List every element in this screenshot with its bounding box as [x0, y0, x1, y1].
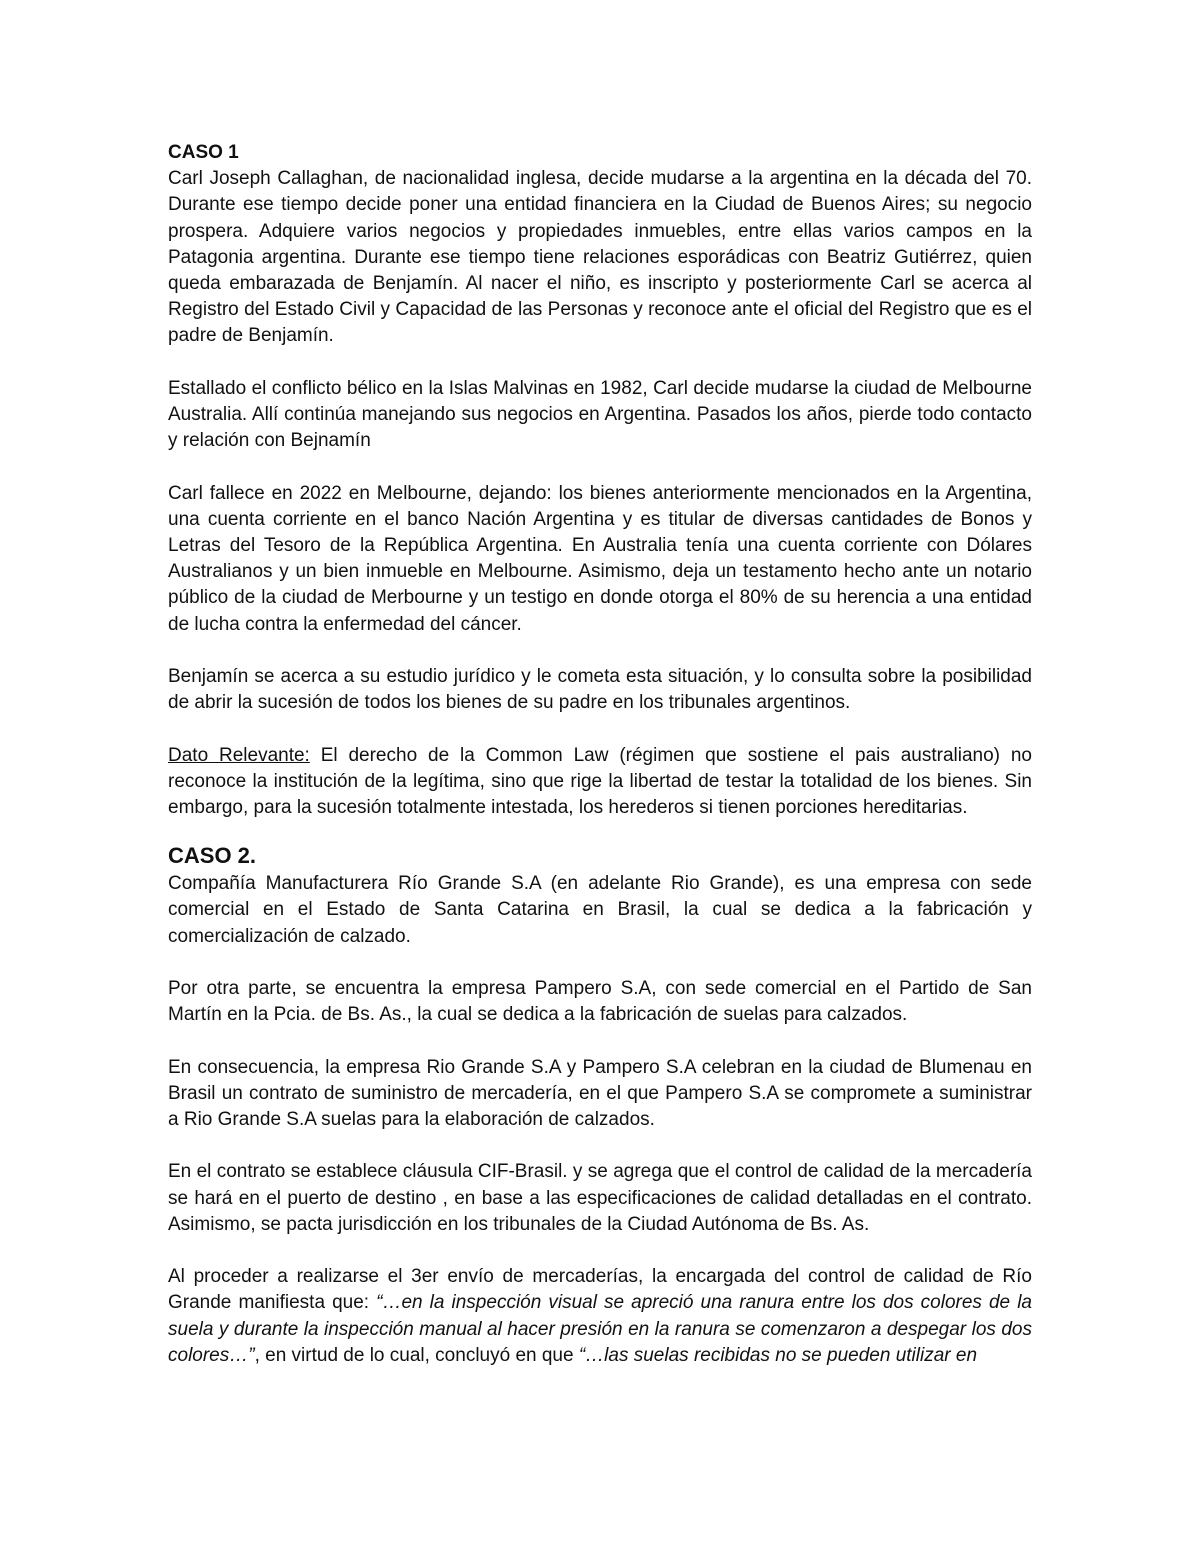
- caso1-paragraph-2: Estallado el conflicto bélico en la Islas Malvinas en 1982, Carl decide mudarse la ciudad de Melbourne Australia. Allí continúa manejando sus negocios en Argentina. Pasados los años, pierde todo contacto y relación con Bejnamín: [168, 377, 1032, 452]
- caso2-p5-quote-1: “…en la inspección visual se apreció una ranura entre los dos colores de la suela y durante la inspección manual al hacer presión en la ranura se comenzaron a despegar los dos colores…”: [168, 1292, 1032, 1366]
- caso2-paragraph-3: En consecuencia, la empresa Rio Grande S.A y Pampero S.A celebran en la ciudad de Blumenau en Brasil un contrato de suministro de mercadería, en el que Pampero S.A se compromete a suministrar a Rio Grande S.A suelas para la elaboración de calzados.: [168, 1056, 1032, 1131]
- caso2-paragraph-4: En el contrato se establece cláusula CIF-Brasil. y se agrega que el control de calidad de la mercadería se hará en el puerto de destino , en base a las especificaciones de calidad detalladas en el contrato. Asimismo, se pacta jurisdicción en los tribunales de la Ciudad Autónoma de Bs. As.: [168, 1161, 1032, 1235]
- caso2-paragraph-1: Compañía Manufacturera Río Grande S.A (en adelante Rio Grande), es una empresa con sede comercial en el Estado de Santa Catarina en Brasil, la cual se dedica a la fabricación y comercialización de calzado.: [168, 873, 1032, 947]
- caso1-title: CASO 1: [168, 142, 239, 163]
- caso1-dato-relevante: [168, 743, 1032, 822]
- caso2-p5-text-b: , en virtud de lo cual, concluyó en que: [254, 1344, 579, 1366]
- caso2-paragraph-5: [168, 1264, 1032, 1369]
- caso2-p5-text-a: Al proceder a realizarse el 3er envío de mercaderías, la encargada del control de calidad de Río Grande manifiesta que:: [168, 1266, 1032, 1314]
- caso1-paragraph-1: Carl Joseph Callaghan, de nacionalidad inglesa, decide mudarse a la argentina en la década del 70. Durante ese tiempo decide poner una entidad financiera en la Ciudad de Buenos Aires; su negocio prospera. Adquiere varios negocios y propiedades inmuebles, entre ellas varios campos en la Patagonia argentina. Durante ese tiempo tiene relaciones esporádicas con Beatriz Gutiérrez, quien queda embarazada de Benjamín. Al nacer el niño, es inscripto y posteriormente Carl se acerca al Registro del Estado Civil y Capacidad de las Personas y reconoce ante el oficial del Registro que es el padre de Benjamín.: [168, 168, 1032, 347]
- caso2-title: CASO 2.: [168, 843, 257, 869]
- document-page: [168, 140, 1032, 1369]
- caso1-paragraph-4: Benjamín se acerca a su estudio jurídico y le cometa esta situación, y lo consulta sobre la posibilidad de abrir la sucesión de todos los bienes de su padre en los tribunales argentinos.: [168, 666, 1032, 714]
- caso2-paragraph-2: Por otra parte, se encuentra la empresa Pampero S.A, con sede comercial en el Partido de San Martín en la Pcia. de Bs. As., la cual se dedica a la fabricación de suelas para calzados.: [168, 978, 1032, 1026]
- dato-relevante-text: El derecho de la Common Law (régimen que sostiene el pais australiano) no reconoce la institución de la legítima, sino que rige la libertad de testar la totalidad de los bienes. Sin embargo, para la sucesión totalmente intestada, los herederos si tienen porciones hereditarias.: [168, 744, 1033, 819]
- dato-relevante-label: Dato Relevante:: [168, 744, 310, 766]
- caso1-paragraph-3: Carl fallece en 2022 en Melbourne, dejando: los bienes anteriormente mencionados en la Argentina, una cuenta corriente en el banco Nación Argentina y es titular de diversas cantidades de Bonos y Letras del Tesoro de la República Argentina. En Australia tenía una cuenta corriente con Dólares Australianos y un bien inmueble en Melbourne. Asimismo, deja un testamento hecho ante un notario público de la ciudad de Merbourne y un testigo en donde otorga el 80% de su herencia a una entidad de lucha contra la enfermedad del cáncer.: [168, 482, 1032, 635]
- caso2-p5-quote-2: “…las suelas recibidas no se pueden utilizar en: [578, 1344, 978, 1366]
